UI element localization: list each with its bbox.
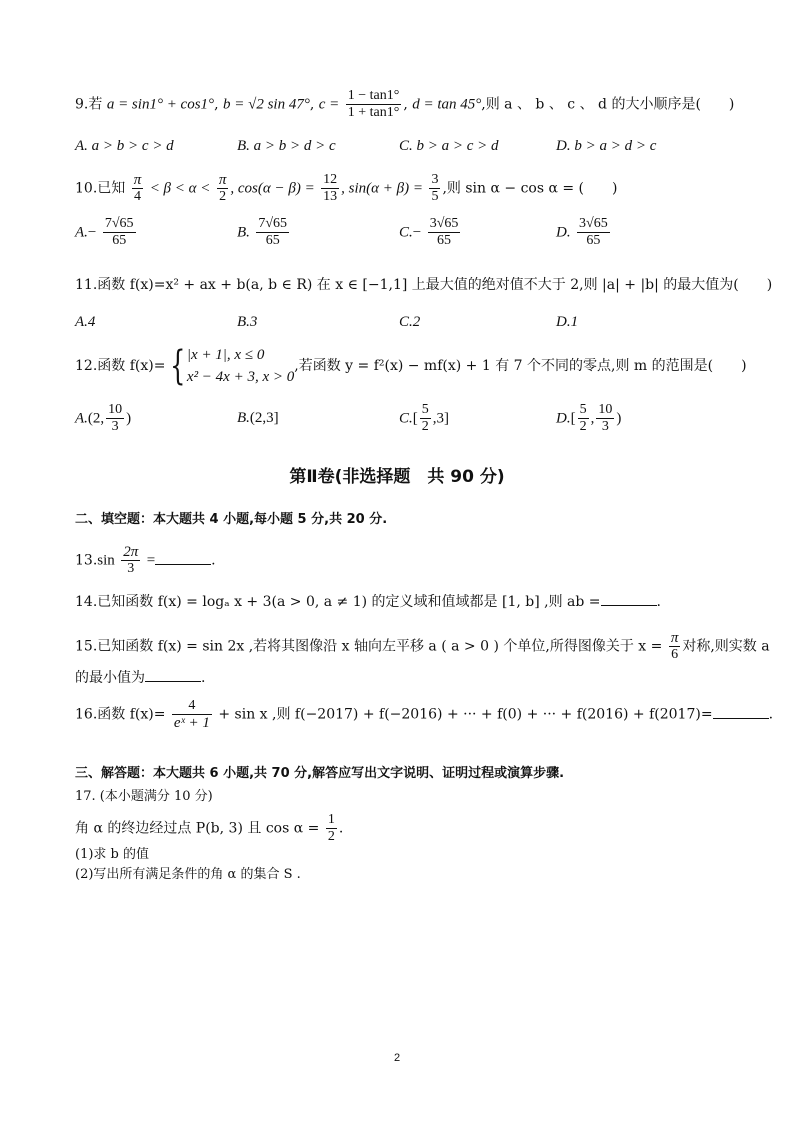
q16-answer-blank[interactable] [713,704,769,719]
q14-stem: 14.已知函数 f(x) = logₐ x + 3(a > 0, a ≠ 1) 的定义域和值域都是 [1, b] ,则 ab = . [75,591,734,611]
q16-stem: 16.函数 f(x)= $\frac{4}{\text{eˣ + 1}}$ + sin x ,则 f(−2017) + f(−2016) + ··· + f(0) + ··· + f(2016) + f(2017)= . [75,698,774,731]
q9-option-c[interactable]: C. b > a > c > d [399,138,499,154]
q10-option-d[interactable]: D. $\frac{3√65}{65}$ [556,216,608,248]
q11-stem: 11.函数 f(x)=x² + ax + b(a, b ∈ R) 在 x ∈ [−1,1] 上最大值的绝对值不大于 2,则 |a| + |b| 的最大值为( ) [75,277,773,293]
q14-answer-blank[interactable] [601,591,657,606]
q13-stem: 13.sin $\frac{2\pi}{3}$ = . [75,544,216,576]
q12-option-c[interactable]: C.[ $\frac{5}{2}$ ,3] [399,402,450,434]
answer-section-header: 三、解答题：本大题共 6 小题,共 70 分,解答应写出文字说明、证明过程或演算步骤. [75,766,565,781]
q11-option-a[interactable]: A.4 [75,314,96,330]
q17-title: 17. (本小题满分 10 分) [75,789,213,804]
q9-stem: 9.若 a = sin1° + cos1°, b = √2 sin 47°, c = $\frac{1 - \tan 1^\circ}{1 + \tan 1^\circ}$ , d = tan 45°,则 a 、 b 、 c 、 d 的大小顺序是( ) [75,88,735,120]
q9-expr-b: b = √2 sin 47° [222,96,310,113]
q10-option-a[interactable]: A.− $\frac{7√65}{65}$ [75,216,134,248]
page-number: 2 [393,1052,401,1064]
q12-option-b[interactable]: B.(2,3] [237,410,279,426]
q15-stem: 15.已知函数 f(x) = sin 2x ,若将其图像沿 x 轴向左平移 a ( a > 0 ) 个单位,所得图像关于 x = $\frac{\pi}{6}$ 对称,则实数 a [75,630,770,662]
q12-option-a[interactable]: A.(2, $\frac{10}{3}$ ) [75,402,132,434]
q17-stem: 角 α 的终边经过点 P(b, 3) 且 cos α = $\frac{1}{2}$ . [75,812,344,844]
q10-option-b[interactable]: B. $\frac{7√65}{65}$ [237,216,288,248]
q11-option-c[interactable]: C.2 [399,314,421,330]
q9-expr-a: a = sin1° + cos1° [106,96,215,113]
q12-piecewise: |x + 1|, x ≤ 0 x² − 4x + 3, x > 0 [186,347,295,385]
q9-option-b[interactable]: B. a > b > d > c [237,138,336,154]
q10-option-c[interactable]: C.− $\frac{3√65}{65}$ [399,216,459,248]
q15-answer-blank[interactable] [145,667,201,682]
q11-option-b[interactable]: B.3 [237,314,258,330]
q9-option-a[interactable]: A. a > b > c > d [75,138,174,154]
q17-part1: (1)求 b 的值 [75,847,150,862]
q9-fraction-c: $\frac{1 - \tan 1^\circ}{1 + \tan 1^\circ}$ [347,88,400,120]
q10-stem: 10.已知 $\frac{\pi}{4}$ < β < α < $\frac{\pi}{2}$ , cos(α − β) = $\frac{12}{13}$ , sin(α + β) = $\frac{3}{5}$ ,则 sin α − cos α = ( ) [75,172,618,204]
q9-option-d[interactable]: D. b > a > d > c [556,138,657,154]
q17-part2: (2)写出所有满足条件的角 α 的集合 S . [75,867,301,882]
q15-stem-line2: 的最小值为 . [75,667,734,687]
q9-expr-d: d = tan 45° [412,96,482,113]
fill-blank-header: 二、填空题：本大题共 4 小题,每小题 5 分,共 20 分. [75,512,388,527]
q11-option-d[interactable]: D.1 [556,314,579,330]
q12-stem: 12.函数 f(x)= { |x + 1|, x ≤ 0 x² − 4x + 3, x > 0 ,若函数 y = f²(x) − mf(x) + 1 有 7 个不同的零点,则 m 的范围是( ) [75,343,747,389]
q12-brace: { [170,343,186,389]
q13-answer-blank[interactable] [155,550,211,565]
q12-option-d[interactable]: D.[ $\frac{5}{2}$ , $\frac{10}{3}$ ) [556,402,622,434]
section-title: 第Ⅱ卷(非选择题 共 90 分) [289,467,505,487]
